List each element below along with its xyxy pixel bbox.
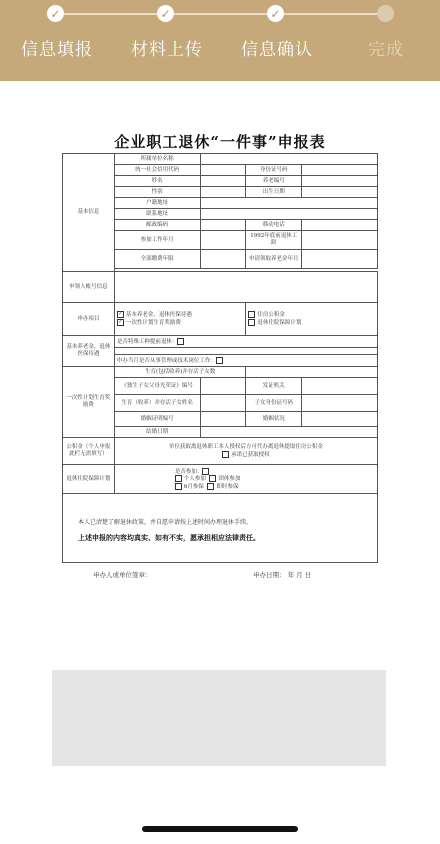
pension-spacer <box>114 347 377 354</box>
hospital-section-label: 退休住院保障计划 <box>63 465 115 494</box>
checkbox-icon <box>248 319 255 326</box>
applicant-account-value <box>114 272 377 303</box>
pension-no-label: 养老编号 <box>246 176 302 187</box>
pension-section-label: 基本养老金、退休医保待遇 <box>63 336 115 367</box>
work-start-label: 参加工作年月 <box>114 231 200 250</box>
credit-code-value <box>200 165 246 176</box>
gender-label: 性别 <box>114 187 200 198</box>
fund-line-1: 单位获取离退休职工本人授权后方可代办离退休提取住房公积金 <box>168 443 323 450</box>
pension-no-value <box>302 176 378 187</box>
family-row-3b-value <box>302 395 378 412</box>
checkbox-icon <box>207 483 214 490</box>
step-3-check-icon: ✓ <box>267 5 284 22</box>
hospital-personal-label: 个人参加 <box>183 476 206 483</box>
hukou-value <box>200 198 377 209</box>
checkbox-icon <box>175 483 182 490</box>
checkbox-icon <box>175 475 182 482</box>
work-start-value <box>200 231 246 250</box>
contact-address-label: 联系地址 <box>114 209 200 220</box>
family-row-3-value <box>200 395 246 412</box>
step-2-label: 材料上传 <box>131 40 203 60</box>
step-3-label: 信息确认 <box>241 40 313 60</box>
checkbox-icon <box>248 311 255 318</box>
family-row-5-label: 结婚日期 <box>114 427 200 438</box>
items-right-options <box>246 303 378 336</box>
name-value <box>200 176 246 187</box>
progress-track-1 <box>55 13 165 15</box>
hospital-question-label: 是否参加： <box>174 468 203 475</box>
progress-track-2 <box>165 13 275 15</box>
progress-header <box>0 0 440 81</box>
home-indicator[interactable] <box>142 826 298 832</box>
fund-section-label: 公积金（个人申报此栏无需填写） <box>63 438 115 465</box>
family-row-4b-label: 婚姻状况 <box>246 412 302 427</box>
birth-date-label: 出生日期 <box>246 187 302 198</box>
total-months-label: 全部缴费年限 <box>114 250 200 269</box>
contact-address-value <box>200 209 377 220</box>
hospital-timing-options <box>175 483 375 491</box>
application-form-table <box>62 153 378 563</box>
checkbox-icon <box>177 338 184 345</box>
pension-start-value <box>302 250 378 269</box>
mobile-value <box>302 220 378 231</box>
item-option-1 <box>117 311 244 319</box>
hospital-june-label: 6月参保 <box>183 483 204 490</box>
image-placeholder <box>52 670 386 766</box>
applicant-account-label: 申领人帐号信息 <box>63 272 115 303</box>
checkbox-icon <box>222 451 229 458</box>
item-option-4-label: 退休住院保障计划 <box>257 320 302 326</box>
family-row-3b-label: 子女身份证号码 <box>246 395 302 412</box>
pension-question-1-label: 是否特殊工种提前退休： <box>116 338 178 345</box>
mobile-label: 移动电话 <box>246 220 302 231</box>
postcode-value <box>200 220 246 231</box>
document-title: 企业职工退休“一件事”申报表 <box>114 133 326 151</box>
step-2-check-icon: ✓ <box>157 5 174 22</box>
name-label: 姓名 <box>114 176 200 187</box>
hukou-label: 户籍地址 <box>114 198 200 209</box>
family-row-2b-label: 发证机关 <box>246 378 302 395</box>
year-1992-label: 1992年底前退休工龄 <box>246 231 302 250</box>
checkbox-icon <box>216 357 223 364</box>
progress-track-3 <box>275 13 385 15</box>
family-row-4b-value <box>302 412 378 427</box>
postcode-label: 邮政编码 <box>114 220 200 231</box>
item-option-4 <box>248 319 375 327</box>
declaration-notice-1: 本人已清楚了解退休政策，并自愿申请按上述时间办理退休手续。 <box>78 519 253 526</box>
id-number-value <box>302 165 378 176</box>
checkbox-icon <box>209 475 216 482</box>
item-option-3-label: 一次性计划生育奖励费 <box>125 320 181 326</box>
step-4-label: 完成 <box>368 40 404 60</box>
pension-start-label: 申请领取养老金年月 <box>246 250 302 269</box>
fund-content <box>114 438 377 465</box>
family-row-2-value <box>200 378 246 395</box>
hospital-now-label: 即时参保 <box>216 483 239 490</box>
family-row-3-label: 生育（收养）并存活子女姓名 <box>114 395 200 412</box>
checked-box-icon: ✓ <box>118 319 123 325</box>
employer-value <box>200 154 377 165</box>
employer-label: 所属单位名称 <box>114 154 200 165</box>
gender-value <box>200 187 246 198</box>
item-option-1-label: 基本养老金、退休医保待遇 <box>125 312 192 319</box>
item-option-3 <box>117 319 244 327</box>
fund-line-2 <box>117 451 375 459</box>
pension-question-2 <box>114 355 377 367</box>
family-row-2b-value <box>302 378 378 395</box>
declaration-area <box>63 494 378 563</box>
family-row-4-value <box>200 412 246 427</box>
items-section-label: 申办项目 <box>63 303 115 336</box>
basic-section-label: 基本信息 <box>63 154 115 272</box>
declaration-notice-2: 上述申报的内容均真实、如有不实，愿承担相应法律责任。 <box>78 533 260 542</box>
family-row-4-label: 婚姻证明编号 <box>114 412 200 427</box>
birth-date-value <box>302 187 378 198</box>
id-number-label: 身份证号码 <box>246 165 302 176</box>
family-section-label: 一次性计划生育奖励费 <box>63 367 115 438</box>
hospital-content <box>114 465 377 494</box>
step-1-check-icon: ✓ <box>47 5 64 22</box>
items-left-options <box>114 303 246 336</box>
total-months-value <box>200 250 246 269</box>
signature-label: 申办人或单位签章： <box>93 571 152 579</box>
step-1-label: 信息填报 <box>21 40 93 60</box>
year-1992-value <box>302 231 378 250</box>
pension-question-1 <box>114 336 377 348</box>
family-row-5-value <box>200 427 377 438</box>
item-option-2 <box>248 311 375 319</box>
checked-box-icon: ✓ <box>118 311 123 318</box>
family-row-1-value <box>246 367 378 378</box>
pension-question-2-label: 申办当月是否从事管理或技术岗位工作： <box>116 357 216 364</box>
item-option-2-label: 住房公积金 <box>257 312 285 319</box>
application-date-label: 申办日期： 年 月 日 <box>253 571 312 579</box>
family-row-1-label: 生育(包括收养)并存活子女数 <box>114 367 246 378</box>
hospital-question <box>175 468 375 476</box>
fund-line-2-label: 承诺已获取授权 <box>231 451 270 458</box>
checkbox-icon <box>202 468 209 475</box>
credit-code-label: 统一社会信用代码 <box>114 165 200 176</box>
hospital-group-label: 团体参加 <box>218 476 241 483</box>
hospital-type-options <box>175 475 375 483</box>
step-4-pending-icon <box>377 5 394 22</box>
family-row-2-label: 《独生子女父母光荣证》编号 <box>114 378 200 395</box>
